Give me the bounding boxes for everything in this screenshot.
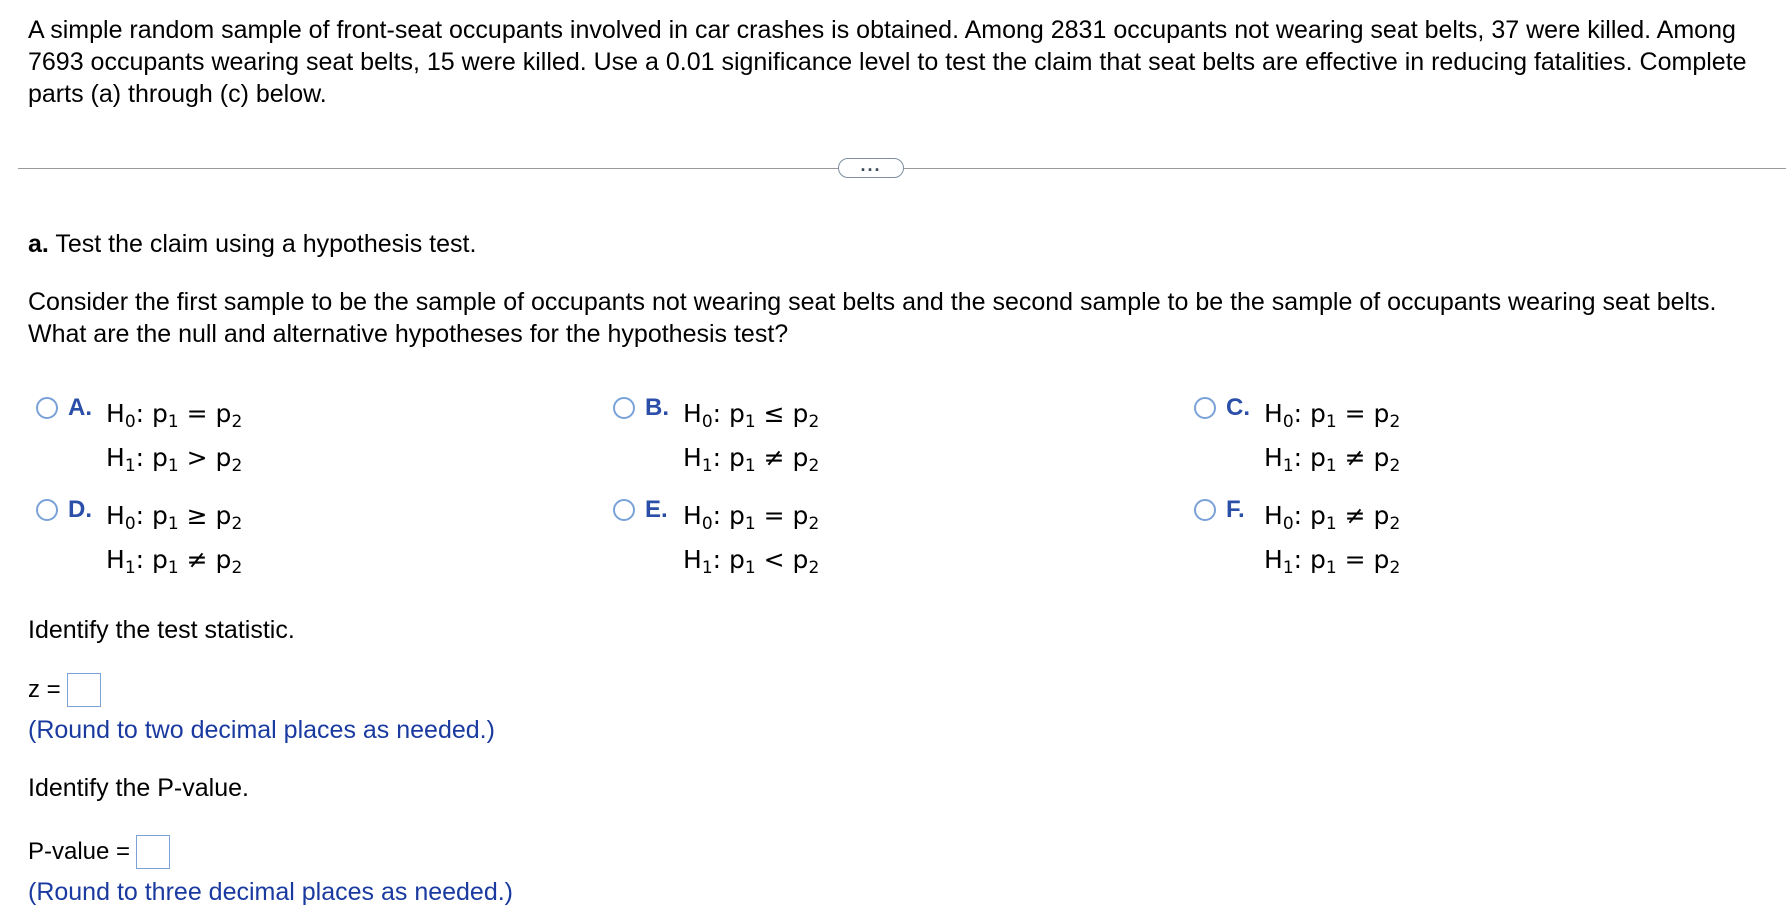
option-b[interactable] [613,392,819,480]
p-value-prompt: Identify the P-value. [28,774,249,802]
p-value-rounding-hint: (Round to three decimal places as needed.) [28,878,514,906]
alternative-hypothesis: $H_1$: $p_1 = p_2$ [1264,545,1401,578]
alternative-hypothesis: $H_1$: $p_1 \ne p_2$ [683,443,820,476]
option-d[interactable] [36,494,242,582]
alternative-hypothesis: $H_1$: $p_1 \ne p_2$ [106,545,243,578]
p-value-label: P-value = [28,838,131,865]
test-statistic-row [28,673,101,707]
null-hypothesis: $H_0$: $p_1 = p_2$ [683,501,820,534]
alternative-hypothesis: $H_1$: $p_1 < p_2$ [683,545,820,578]
hypothesis-pair [683,392,819,480]
test-statistic-prompt: Identify the test statistic. [28,616,295,644]
hypothesis-pair [1264,392,1400,480]
null-hypothesis: $H_0$: $p_1 \ne p_2$ [1264,501,1401,534]
part-a-text: Test the claim using a hypothesis test. [48,230,477,258]
z-input[interactable] [67,673,101,707]
option-letter: B. [645,394,669,421]
radio-button[interactable] [36,499,58,521]
null-hypothesis: $H_0$: $p_1 \ge p_2$ [106,501,243,534]
expand-button[interactable] [838,155,904,178]
option-letter: D. [68,496,92,523]
option-f[interactable] [1194,494,1400,582]
p-value-input[interactable] [136,835,170,869]
radio-button[interactable] [613,397,635,419]
hypothesis-pair [106,494,242,582]
null-hypothesis: $H_0$: $p_1 = p_2$ [106,399,243,432]
hypothesis-pair [683,494,819,582]
ellipsis-icon: ... [860,155,882,175]
hypothesis-pair [106,392,242,480]
null-hypothesis: $H_0$: $p_1 = p_2$ [1264,399,1401,432]
option-letter: F. [1226,496,1245,523]
option-c[interactable] [1194,392,1400,480]
alternative-hypothesis: $H_1$: $p_1 \ne p_2$ [1264,443,1401,476]
option-a[interactable] [36,392,242,480]
option-letter: A. [68,394,92,421]
alternative-hypothesis: $H_1$: $p_1 > p_2$ [106,443,243,476]
problem-statement: A simple random sample of front-seat occupants involved in car crashes is obtained. Among 2831 occupants not wearing seat belts, 37 were killed. Among 7693 occupants wearing seat belts, 15 were killed. Use a 0.01 significance level to test the claim that seat belts are effective in reducing fatalities. Complete parts (a) through (c) below. [28,16,1747,108]
option-e[interactable] [613,494,819,582]
radio-button[interactable] [613,499,635,521]
option-letter: E. [645,496,668,523]
radio-button[interactable] [1194,397,1216,419]
p-value-row [28,835,170,869]
hypothesis-question: Consider the first sample to be the sample of occupants not wearing seat belts and the second sample to be the sample of occupants wearing seat belts. What are the null and alternative hypotheses for the hypothesis test? [28,288,1717,348]
radio-button[interactable] [36,397,58,419]
part-a-prefix: a. [28,230,49,258]
radio-button[interactable] [1194,499,1216,521]
option-letter: C. [1226,394,1250,421]
z-rounding-hint: (Round to two decimal places as needed.) [28,716,495,744]
null-hypothesis: $H_0$: $p_1 \le p_2$ [683,399,820,432]
hypothesis-pair [1264,494,1400,582]
z-label: z = [28,676,61,703]
part-a-heading [28,228,476,260]
